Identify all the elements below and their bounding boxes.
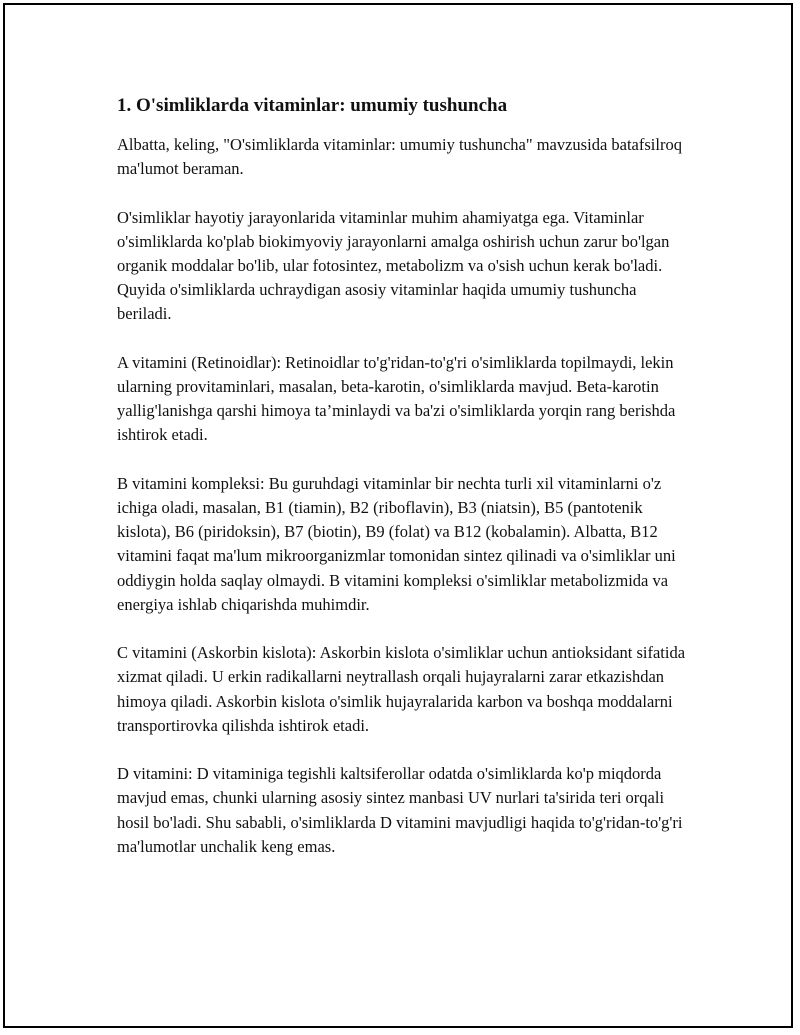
paragraph-intro: Albatta, keling, "O'simliklarda vitaminlar: umumiy tushuncha" mavzusida batafsilroq ma'lumot beraman.	[117, 135, 682, 179]
paragraph-vitamin-a: A vitamini (Retinoidlar): Retinoidlar to'g'ridan-to'g'ri o'simliklarda topilmaydi, lekin ularning provitaminlari, masalan, beta-karotin, o'simliklarda mavjud. Beta-karotin yallig'lanishga qarshi himoya ta’minlaydi va ba'zi o'simliklarda yorqin rang berishda ishtirok etadi.	[117, 352, 676, 445]
section-heading: 1. O'simliklarda vitaminlar: umumiy tushuncha	[117, 95, 508, 116]
paragraph-vitamin-c: C vitamini (Askorbin kislota): Askorbin kislota o'simliklar uchun antioksidant sifatida xizmat qiladi. U erkin radikallarni neytrallash orqali hujayralarni zarar etkazishdan himoya qiladi. Askorbin kislota o'simlik hujayralarida karbon va boshqa moddalarni transportirovka qilishda ishtirok etadi.	[117, 643, 686, 735]
document-body	[117, 92, 692, 883]
paragraph-vitamin-d: D vitamini: D vitaminiga tegishli kaltsiferollar odatda o'simliklarda ko'p miqdorda mavjud emas, chunki ularning asosiy sintez manbasi UV nurlari ta'sirida teri orqali hosil bo'ladi. Shu sababli, o'simliklarda D vitamini mavjudligi haqida to'g'ridan-to'g'ri ma'lumotlar unchalik keng emas.	[117, 764, 683, 856]
paragraph-vitamin-b: B vitamini kompleksi: Bu guruhdagi vitaminlar bir nechta turli xil vitaminlarni o'z ichiga oladi, masalan, B1 (tiamin), B2 (riboflavin), B3 (niatsin), B5 (pantotenik kislota), B6 (piridoksin), B7 (biotin), B9 (folat) va B12 (kobalamin). Albatta, B12 vitamini faqat ma'lum mikroorganizmlar tomonidan sintez qilinadi va o'simliklar uni oddiygin holda saqlay olmaydi. B vitamini kompleksi o'simliklar metabolizmida va energiya ishlab chiqarishda muhimdir.	[117, 473, 676, 614]
paragraph-overview: O'simliklar hayotiy jarayonlarida vitaminlar muhim ahamiyatga ega. Vitaminlar o'simliklarda ko'plab biokimyoviy jarayonlarni amalga oshirish uchun zarur bo'lgan organik moddalar bo'lib, ular fotosintez, metabolizm va o'sish uchun kerak bo'ladi. Quyida o'simliklarda uchraydigan asosiy vitaminlar haqida umumiy tushuncha beriladi.	[117, 207, 670, 324]
